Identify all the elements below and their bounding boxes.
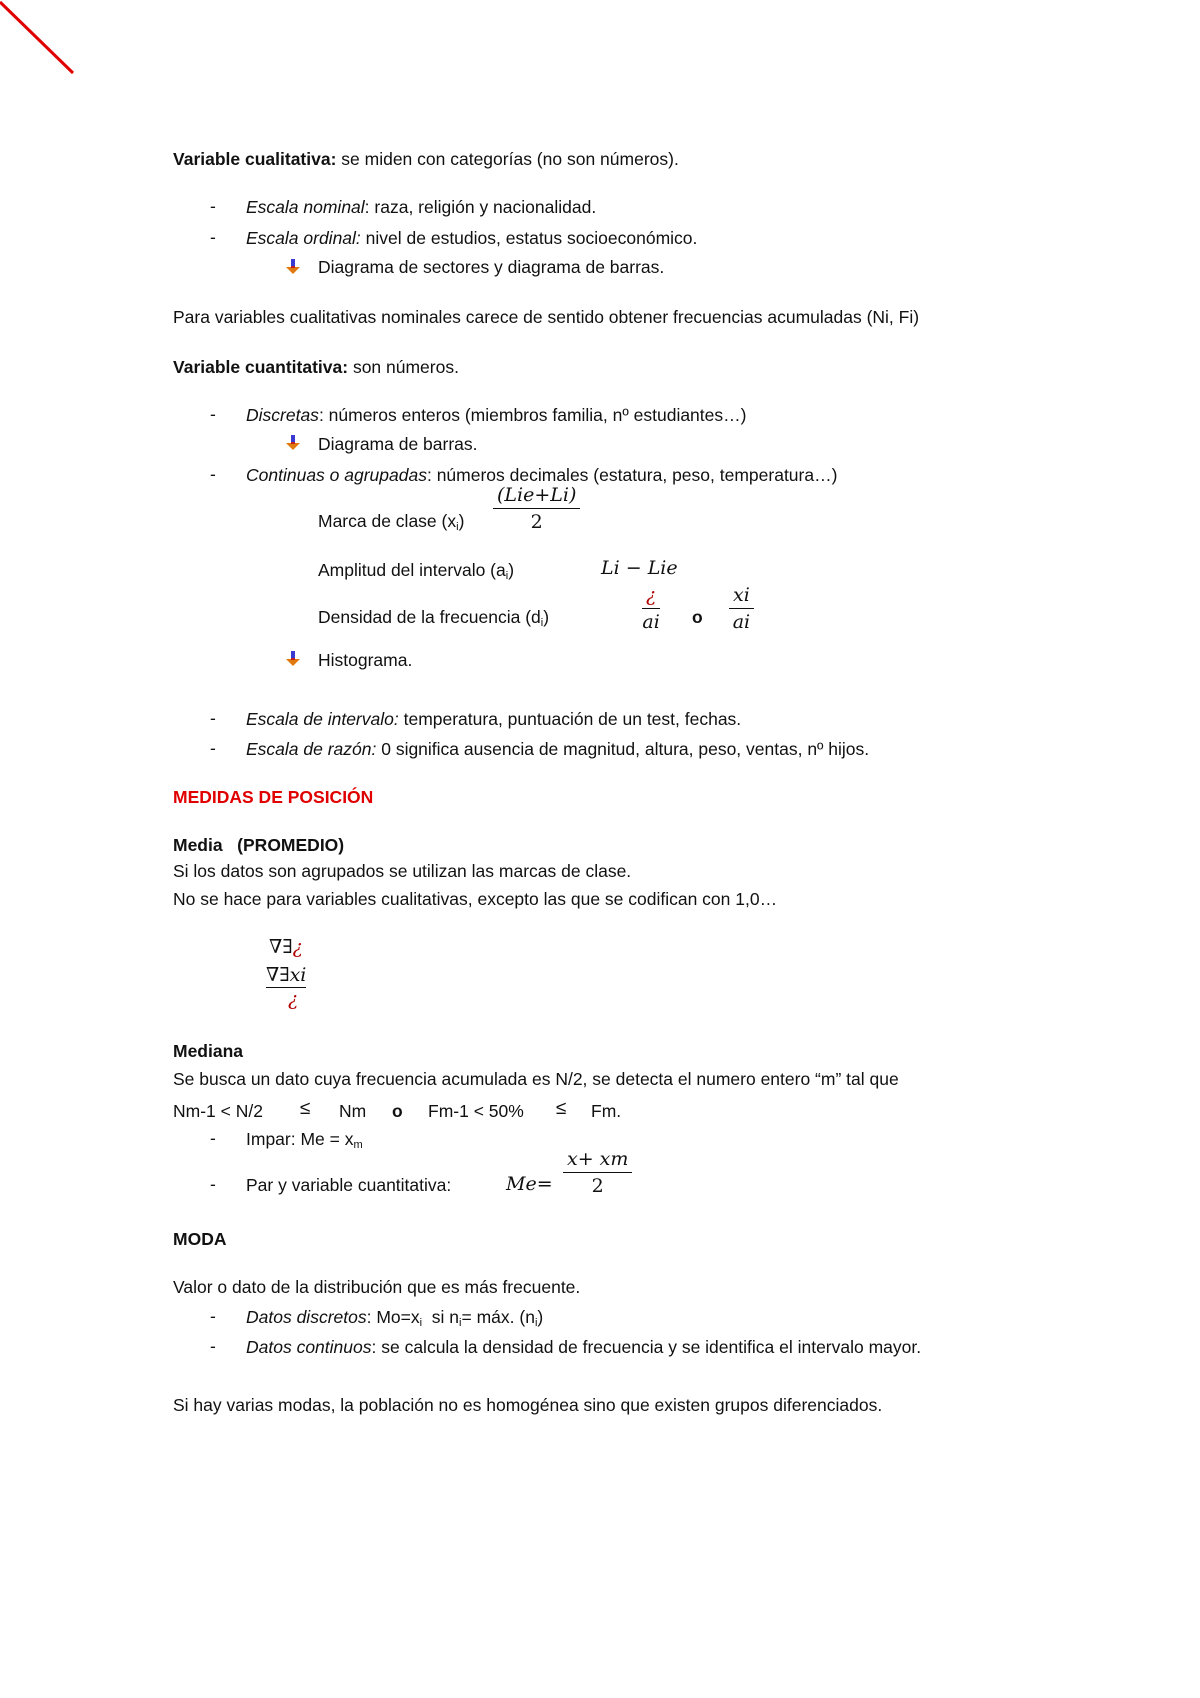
bullet-dash: - <box>210 1336 216 1356</box>
amplitud-label-text: Amplitud del intervalo (a <box>318 560 506 580</box>
list-item <box>246 1336 921 1358</box>
densidad-or: o <box>692 607 703 627</box>
densidad-formula-1 <box>642 584 660 633</box>
bullet-dash: - <box>210 738 216 758</box>
media-formula-row-2 <box>266 964 306 988</box>
mode-title: MODA <box>173 1229 227 1249</box>
marca-label: Marca de clase $(x_i)$ <box>318 511 465 533</box>
section-heading-position: MEDIDAS DE POSICIÓN <box>173 787 374 807</box>
list-item <box>246 1306 543 1334</box>
mode-continuous-label: Datos continuos <box>246 1337 372 1357</box>
marca-numerator: (Lie+Li) <box>493 484 580 509</box>
nominal-label: Escala nominal <box>246 197 365 217</box>
median-even-denominator: 2 <box>591 1175 604 1197</box>
median-cond-c: Fm-1 < 50% <box>428 1101 524 1121</box>
media-title-line <box>173 834 344 856</box>
bullet-dash: - <box>210 196 216 216</box>
amplitud-formula: Li − Lie <box>601 557 678 579</box>
densidad-sub: i <box>540 617 544 629</box>
bullet-dash: - <box>210 227 216 247</box>
mode-title-line <box>173 1228 226 1250</box>
mode-discrete-sub-a: i <box>419 1317 423 1329</box>
media-line-1: Si los datos son agrupados se utilizan las marcas de clase. <box>173 861 632 881</box>
densidad-denominator-1: ai <box>642 611 660 633</box>
quantitative-title: Variable cuantitativa: <box>173 357 349 377</box>
qualitative-line <box>173 148 679 170</box>
mode-continuous-text: : se calcula la densidad de frecuencia y se identifica el intervalo mayor. <box>371 1337 922 1357</box>
media-f2-sym: ∇∃ <box>266 964 290 986</box>
densidad-denominator-2: ai <box>732 611 751 633</box>
densidad-label-text: Densidad de la frecuencia (d <box>318 607 541 627</box>
bullet-dash: - <box>210 1174 216 1194</box>
densidad-numerator-2: xi <box>729 584 754 609</box>
bullet-dash: - <box>210 1306 216 1326</box>
bullet-dash: - <box>210 464 216 484</box>
mode-discrete-sub-c: i <box>534 1317 538 1329</box>
median-cond-or: o <box>392 1101 403 1121</box>
median-title: Mediana <box>173 1041 244 1061</box>
median-odd-sub: m <box>353 1139 363 1151</box>
discrete-chart-note: Diagrama de barras. <box>318 434 478 454</box>
media-f1-sym: ∇∃ <box>269 936 293 958</box>
median-cond-d: Fm. <box>591 1101 622 1121</box>
mode-note: Si hay varias modas, la población no es homogénea sino que existen grupos diferenciados. <box>173 1395 883 1415</box>
bullet-dash: - <box>210 1128 216 1148</box>
mode-discrete-b: si n <box>422 1307 460 1327</box>
amplitud-sub: i <box>505 570 509 582</box>
ratio-label: Escala de razón: <box>246 739 377 759</box>
ordinal-label: Escala ordinal: <box>246 228 361 248</box>
media-title: Media (PROMEDIO) <box>173 835 345 855</box>
median-even-numerator: x+ xm <box>563 1148 632 1173</box>
interval-text: temperatura, puntuación de un test, fechas. <box>398 709 742 729</box>
quantitative-desc: son números. <box>348 357 459 377</box>
list-item <box>246 1128 363 1156</box>
densidad-numerator-1: ¿ <box>642 584 660 609</box>
marca-formula <box>493 484 580 533</box>
qualitative-desc: se miden con categorías (no son números). <box>336 149 679 169</box>
list-item <box>246 196 596 218</box>
bullet-dash: - <box>210 708 216 728</box>
list-item <box>246 404 746 426</box>
arrow-bullet-icon <box>285 651 301 667</box>
mode-discrete-sub-b: i <box>459 1317 462 1329</box>
media-f2-var: xi <box>289 964 307 986</box>
qualitative-title: Variable cualitativa: <box>173 149 337 169</box>
media-formula-row-1 <box>269 936 303 958</box>
ratio-text: 0 significa ausencia de magnitud, altura, peso, ventas, nº hijos. <box>376 739 870 759</box>
discrete-label: Discretas <box>246 405 319 425</box>
arrow-bullet-icon <box>285 435 301 451</box>
mode-discrete-d: ) <box>537 1307 544 1327</box>
arrow-bullet-icon <box>285 259 301 275</box>
ordinal-text: nivel de estudios, estatus socioeconómico. <box>360 228 698 248</box>
median-cond-b: Nm <box>339 1101 367 1121</box>
histogram-note: Histograma. <box>318 650 413 670</box>
leq-symbol-1: ≤ <box>300 1098 311 1119</box>
bullet-dash: - <box>210 404 216 424</box>
corner-mark <box>0 0 80 80</box>
median-even-formula <box>563 1148 632 1197</box>
median-odd-label: Impar: Me = x <box>246 1129 354 1149</box>
mode-discrete-a: : Mo=x <box>366 1307 420 1327</box>
median-cond-a: Nm-1 < N/2 <box>173 1101 263 1121</box>
list-item <box>246 738 869 760</box>
densidad-formula-2 <box>729 584 754 633</box>
mode-desc: Valor o dato de la distribución que es más frecuente. <box>173 1277 581 1297</box>
marca-denominator: 2 <box>530 511 543 533</box>
mode-discrete-c: = máx. (n <box>461 1307 535 1327</box>
densidad-label: Densidad de la frecuencia $(d_i)$ <box>318 607 550 629</box>
leq-symbol-2: ≤ <box>556 1098 567 1119</box>
marca-sub: i <box>456 521 459 533</box>
median-even-label: Par y variable cuantitativa: <box>246 1175 452 1195</box>
interval-label: Escala de intervalo: <box>246 709 399 729</box>
nominal-text: : raza, religión y nacionalidad. <box>364 197 597 217</box>
list-item <box>246 227 697 249</box>
media-f3-var: ¿ <box>288 988 299 1010</box>
continuous-text: : números decimales (estatura, peso, temperatura…) <box>426 465 838 485</box>
marca-label-text: Marca de clase (x <box>318 511 457 531</box>
list-item <box>246 708 741 730</box>
chart-note: Diagrama de sectores y diagrama de barras. <box>318 257 665 277</box>
qualitative-note: Para variables cualitativas nominales carece de sentido obtener frecuencias acumuladas (Ni, Fi) <box>173 307 920 327</box>
continuous-label: Continuas o agrupadas <box>246 465 427 485</box>
mode-discrete-label: Datos discretos <box>246 1307 367 1327</box>
media-line-2: No se hace para variables cualitativas, excepto las que se codifican con 1,0… <box>173 889 778 909</box>
quantitative-line <box>173 356 459 378</box>
median-title-line <box>173 1040 243 1062</box>
discrete-text: : números enteros (miembros familia, nº estudiantes…) <box>318 405 747 425</box>
median-even-lhs: Me= <box>506 1173 553 1195</box>
list-item <box>246 464 837 486</box>
media-f1-var: ¿ <box>292 936 303 958</box>
median-line-1: Se busca un dato cuya frecuencia acumulada es N/2, se detecta el numero entero “m” tal que <box>173 1069 899 1089</box>
amplitud-label: Amplitud del intervalo $(a_i)$ <box>318 560 515 582</box>
